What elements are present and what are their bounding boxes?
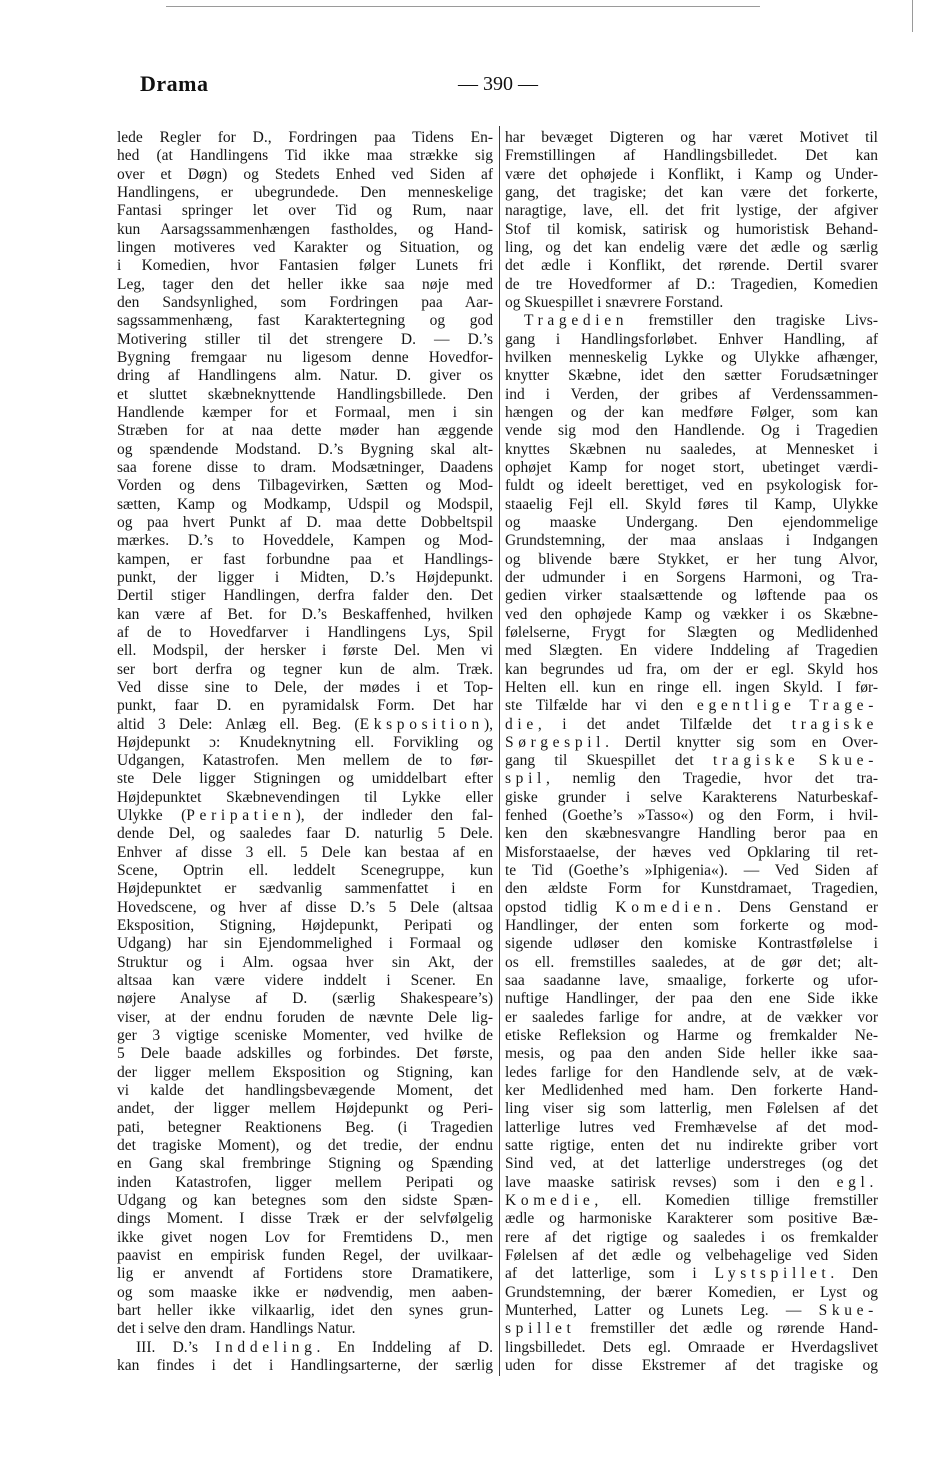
text-line: dring af Handlingens alm. Natur. D. giver os: [117, 367, 493, 385]
text-line: ger 3 vigtige sceniske Momenter, ved hvilke de: [117, 1027, 493, 1045]
text-line: og paa hvert Punkt af D. maa dette Dobbeltspil: [117, 513, 493, 531]
text-line: og maaske Undergang. Den ejendommelige: [505, 513, 878, 531]
text-line: det i selve den dram. Handlings Natur.: [117, 1320, 356, 1338]
text-line: ling viser sig som latterlig, men Følelsen af det: [505, 1100, 878, 1118]
text-line: Handlinger, der enten som forkerte og mod-: [505, 917, 878, 935]
text-line: er saaledes farlige for andre, at de vækker vor: [505, 1008, 878, 1026]
spaced-term: Skue-: [818, 752, 879, 770]
text-line: naragtige, lave, ell. det frit lystige, der afgiver: [505, 202, 878, 220]
text-line: hvilken menneskelig Lykke og Ulykke afhænger,: [505, 348, 878, 366]
text-line: III. D.’s Inddeling. En Inddeling af D.: [136, 1338, 493, 1356]
text-line: af de to Hovedfarver i Handlingens Lys, Spil: [117, 623, 493, 641]
text-line: ste Dele ligger Stigningen og umiddelbart efter: [117, 770, 493, 788]
text-line: ikke givet nogen Lov for Fremtidens D., men: [117, 1228, 493, 1246]
spaced-term: Skue-: [818, 1302, 878, 1319]
text-line: Misforstaaelse, der hæves ved Opklaring til ret-: [505, 843, 878, 861]
text-line: andet, der ligger mellem Højdepunkt og Peri-: [117, 1100, 493, 1118]
text-line: Munterhed, Latter og Lunets Leg. — Skue-: [505, 1302, 878, 1319]
text-line: den ældste Form for Kunstdramaet, Tragedien,: [505, 880, 878, 898]
spaced-term: spillet: [505, 1320, 576, 1338]
text-line: lingsbilledet. Dets egl. Omraade er Hverdagslivet: [505, 1338, 878, 1356]
text-line: og blivende bære Stykket, er her tung Alvor,: [505, 550, 878, 568]
spaced-term: Eksposition: [359, 715, 484, 733]
text-line: lingen motiveres ved Karakter og Situation, og: [117, 238, 493, 256]
text-line: Fremstillingen af Handlingsbilledet. Det kan: [505, 147, 878, 165]
text-line: Sind ved, at det latterlige understreges (og det: [505, 1155, 878, 1173]
text-line: de tre Hovedformer af D.: Tragedien, Komedien: [505, 275, 878, 293]
text-line: Sørgespil. Dertil knytter sig som en Over-: [505, 733, 878, 751]
text-line: 5 Dele baade adskilles og forbindes. Det første,: [117, 1045, 493, 1063]
text-line: kan være af Bet. for D.’s Beskaffenhed, hvilken: [117, 605, 493, 623]
text-line: nøjere Analyse af D. (særlig Shakespeare’s): [117, 990, 493, 1008]
text-line: ind i Verden, der gribes af Verdenssammen-: [505, 385, 878, 403]
text-line: fuldt og ideelt berettiget, ved en psykologisk for-: [505, 477, 878, 495]
spaced-term: Lystspillet: [714, 1265, 831, 1283]
text-line: kan begrundes ud fra, om der er egl. Skyld hos: [505, 660, 878, 678]
text-line: dende Del, og saaledes faar D. naturlig 5 Dele.: [117, 825, 493, 843]
right-column: [505, 129, 878, 1375]
text-line: ophøjet Kamp for noget stort, ubetinget værdi-: [505, 458, 878, 476]
text-line: te Tid (Goethe’s »Iphigenia«). — Ved Siden af: [505, 862, 878, 880]
text-line: Stræben for at naa dette møder han æggende: [117, 422, 493, 440]
text-line: Stof til komisk, satirisk og humoristisk Behand-: [505, 220, 878, 238]
text-line: ledes farlige for den Handlende selv, at de væk-: [505, 1063, 878, 1081]
text-line: spillet fremstiller det ædle og rørende Hand-: [505, 1320, 878, 1338]
spaced-term: tragiske: [791, 715, 878, 733]
text-line: viser, at der endnu foruden de nævnte Dele lig-: [117, 1008, 493, 1026]
text-line: og som maaske ikke er nødvendig, men aaben-: [117, 1283, 493, 1301]
spaced-term: Inddeling: [215, 1338, 317, 1356]
text-line: pati, betegner Reaktionens Beg. (i Tragedien: [117, 1118, 493, 1136]
text-line: punkt, der ligger i Midten, D.’s Højdepunkt.: [117, 568, 493, 586]
page-number: — 390 —: [458, 73, 538, 95]
text-line: Ulykke (Peripatien), der indleder den fal-: [117, 807, 493, 825]
text-line: Højdepunkt ɔ: Knudeknytning ell. Forvikling og: [117, 733, 493, 751]
spaced-term: Trage-: [809, 697, 879, 715]
spaced-term: Peripatien: [186, 807, 296, 825]
text-line: etiske Refleksion og Harme og fremkalder Ne-: [505, 1027, 878, 1045]
text-line: sigende udløser den komiske Kontrastfølelse i: [505, 935, 878, 953]
scan-edge-line: [166, 6, 760, 7]
text-line: vende sig mod den Handlende. Og i Tragedien: [505, 422, 878, 440]
column-divider: [499, 126, 500, 1376]
text-line: Leg, tager den det heller ikke saa nøje med: [117, 275, 493, 293]
text-line: Grundstemning, der maa anslaas i Indgangen: [505, 532, 878, 550]
text-line: følelserne, Frygt for Slægten og Medlidenhed: [505, 623, 878, 641]
scan-edge-mark: [912, 0, 913, 32]
text-line: Vorden og dens Tilbagevirken, Sætten og Mod-: [117, 477, 493, 495]
text-line: sætten, Kamp og Modkamp, Udspil og Modspil,: [117, 495, 493, 513]
spaced-term: egentlige: [696, 697, 796, 715]
text-line: ved den ophøjede Kamp og vækker i os Skæbne-: [505, 605, 878, 623]
text-line: gedien virker staalsættende og løftende paa os: [505, 587, 878, 605]
text-line: det tragiske Moment), og det tredie, der endnu: [117, 1137, 493, 1155]
text-line: Dertil stiger Handlingen, derfra falder den. Det: [117, 587, 493, 605]
text-line: mesis, og paa den anden Side heller ikke saa-: [505, 1045, 878, 1063]
text-line: saa forene disse to dram. Modsætninger, Daadens: [117, 458, 493, 476]
text-line: paavist en empirisk funden Regel, der uvilkaar-: [117, 1247, 493, 1265]
text-line: Handlende kæmper for et Formaal, men i sin: [117, 403, 493, 421]
text-line: Hovedscene, og hver af disse D.’s 5 Dele (altsaa: [117, 898, 493, 916]
text-line: gang i Handlingsforløbet. Enhver Handling, af: [505, 330, 878, 348]
text-line: Udgang) har sin Ejendommelighed i Formaal og: [117, 935, 493, 953]
text-line: Følelsen af det ædle og velbehagelige ved Siden: [505, 1247, 878, 1265]
text-line: over et Døgn) og Stedets Enhed ved Siden af: [117, 165, 493, 183]
left-column: [117, 129, 493, 1375]
text-line: ste Tilfælde har vi den egentlige Trage-: [505, 697, 879, 715]
text-line: ell. Modspil, der hersker i første Del. Men vi: [117, 642, 493, 660]
text-line: sagssammenhæng, fast Karaktertegning og god: [117, 312, 493, 330]
text-line: den Sandsynlighed, som Fordringen paa Aar-: [117, 293, 493, 311]
text-line: Grundstemning, der bærer Komedien, er Lyst og: [505, 1283, 878, 1301]
text-line: Motivering stiller til det strengere D. — D.’s: [117, 330, 493, 348]
text-line: ker Medlidenhed med ham. Den forkerte Hand-: [505, 1082, 878, 1100]
text-line: die, i det andet Tilfælde det tragiske: [505, 715, 878, 733]
text-line: ling, og det kan endelig være det ædle og særlig: [505, 238, 878, 256]
text-line: gang, det tragiske; det kan være det forkerte,: [505, 183, 878, 201]
text-line: gang til Skuespillet det tragiske Skue-: [505, 752, 879, 770]
text-line: opstod tidlig Komedien. Dens Genstand er: [505, 898, 878, 916]
text-line: altsaa kan være videre inddelt i Scener. En: [117, 972, 493, 990]
spaced-term: tragiske: [713, 752, 800, 770]
text-line: en Gang skal frembringe Stigning og Spænding: [117, 1155, 493, 1173]
text-line: saa saadanne lave, smaalige, forkerte og ufor-: [505, 972, 878, 990]
text-line: Struktur og i Alm. ogsaa hver sin Akt, der: [117, 953, 493, 971]
text-line: med Slægten. En videre Inddeling af Tragedien: [505, 642, 878, 660]
text-line: Udgang og kan betegnes som den sidste Spæn-: [117, 1192, 493, 1210]
text-line: der udmunder i en Sorgens Harmoni, og Tra-: [505, 568, 878, 586]
text-line: latterlige lutres ved Fremhævelse af det mod-: [505, 1118, 878, 1136]
text-line: Udgangen, Katastrofen. Men mellem de to før-: [117, 752, 493, 770]
text-line: dings Moment. I disse Træk er der selvfølgelig: [117, 1210, 493, 1228]
spaced-term: Tragedien: [524, 312, 629, 330]
spaced-term: die: [505, 715, 538, 733]
text-line: nuftige Handlinger, der paa den ene Side ikke: [505, 990, 878, 1008]
text-line: Fantasi springer let over Tid og Rum, naar: [117, 202, 493, 220]
text-line: spil, nemlig den Tragedie, hvor det tra-: [505, 770, 878, 788]
text-line: bart heller ikke vilkaarlig, idet den synes grun-: [117, 1302, 493, 1319]
text-line: det ædle i Konflikt, det rørende. Dertil svarer: [505, 257, 878, 275]
text-line: ken den skæbnesvangre Handling beror paa en: [505, 825, 878, 843]
text-line: staaelig Fejl ell. Skyld føres til Kamp, Ulykke: [505, 495, 878, 513]
text-line: Tragedien fremstiller den tragiske Livs-: [524, 312, 878, 330]
text-line: Helten ell. kun en ringe ell. ingen Skyld. I før-: [505, 678, 878, 696]
text-line: i Komedien, hvor Fantasien følger Lunets fri: [117, 257, 493, 275]
text-line: satte rigtige, enten det nu indirekte griber vort: [505, 1137, 878, 1155]
text-line: lig er anvendt af Fortidens store Dramatikere,: [117, 1265, 493, 1283]
text-line: hængen og der kan medføre Følger, som kan: [505, 403, 878, 421]
text-line: Enhver af disse 3 ell. 5 Dele kan bestaa af en: [117, 843, 493, 861]
spaced-term: Komedie: [505, 1192, 595, 1210]
text-line: kampen, er fast forbundne paa et Handlings-: [117, 550, 493, 568]
text-line: giske grunder i selve Karakterens Naturbeskaf-: [505, 788, 878, 806]
text-line: af det latterlige, som i Lystspillet. Den: [505, 1265, 878, 1283]
text-line: og spændende Modstand. D.’s Bygning skal alt-: [117, 440, 493, 458]
text-line: rere af det rigtige og saaledes i os fremkalder: [505, 1228, 878, 1246]
text-line: Højdepunktet Skæbnevendingen til Lykke eller: [117, 788, 493, 806]
text-line: os ell. fremstilles saaledes, at de gør det; alt-: [505, 953, 878, 971]
spaced-term: egl.: [836, 1173, 878, 1191]
text-line: altid 3 Dele: Anlæg ell. Beg. (Eksposition),: [117, 715, 493, 733]
text-line: vi kalde det handlingsbevægende Moment, det: [117, 1082, 493, 1100]
spaced-term: Sørgespil: [505, 733, 606, 751]
text-line: der ligger mellem Eksposition og Stigning, kan: [117, 1063, 493, 1081]
text-line: Komedie, ell. Komedien tillige fremstiller: [505, 1192, 878, 1210]
text-line: inden Katastrofen, ligger mellem Peripati og: [117, 1173, 493, 1191]
text-line: knyttes Skæbnen nu saaledes, at Mennesket i: [505, 440, 878, 458]
text-line: et sluttet skæbneknyttende Handlingsbillede. Den: [117, 385, 493, 403]
spaced-term: Komedien: [615, 898, 718, 916]
text-line: kun Aarsagssammenhængen fastholdes, og Hand-: [117, 220, 493, 238]
text-line: kan findes i det i Handlingsarterne, der særlig: [117, 1356, 493, 1374]
text-line: mærkes. D.’s to Hoveddele, Kampen og Mod-: [117, 532, 493, 550]
text-line: og Skuespillet i snævrere Forstand.: [505, 293, 724, 311]
text-line: lede Regler for D., Fordringen paa Tidens En-: [117, 129, 493, 146]
text-line: Ved disse sine to Dele, der mødes i et Top-: [117, 678, 493, 696]
text-line: ædle og harmoniske Karakterer som positive Bæ-: [505, 1210, 878, 1228]
text-line: punkt, faar D. en pyramidalsk Form. Det har: [117, 697, 493, 715]
text-line: knytter Skæbne, idet den sætter Forudsætninger: [505, 367, 878, 385]
text-line: Handlingens, er ubegrundede. Den menneskelige: [117, 183, 493, 201]
text-line: hed (at Handlingens Tid ikke maa strække sig: [117, 147, 493, 165]
text-line: være det ophøjede i Konflikt, i Kamp og Under-: [505, 165, 878, 183]
text-line: Scene, Optrin ell. leddelt Scenegruppe, kun: [117, 862, 493, 880]
spaced-term: spil: [505, 770, 546, 788]
text-line: fenhed (Goethe’s »Tasso«) og den Form, i hvil-: [505, 807, 878, 825]
text-line: Eksposition, Stigning, Højdepunkt, Peripati og: [117, 917, 493, 935]
text-line: Bygning fremgaar nu ligesom denne Hovedfor-: [117, 348, 493, 366]
text-line: uden for disse Ekstremer af det tragiske og: [505, 1356, 878, 1374]
text-line: har bevæget Digteren og har været Motivet til: [505, 129, 878, 146]
text-line: lave maaske satirisk revses) som i den egl.: [505, 1173, 878, 1191]
running-head-title: Drama: [140, 71, 209, 96]
text-line: Højdepunktet er sædvanlig sammenfattet i en: [117, 880, 493, 898]
text-line: ser bort derfra og tegner kun de alm. Træk.: [117, 660, 493, 678]
